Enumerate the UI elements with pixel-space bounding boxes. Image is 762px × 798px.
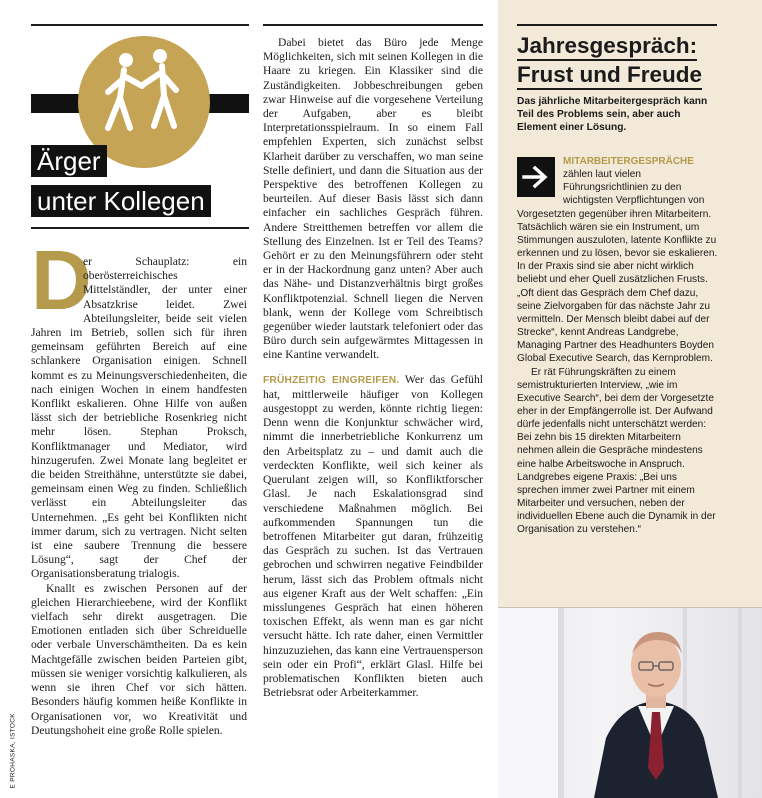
top-rule-col1 <box>31 24 249 26</box>
article-column-2 <box>263 36 483 700</box>
portrait-photo <box>498 608 762 798</box>
top-rule-col2 <box>263 24 483 26</box>
article-column-1 <box>31 255 247 738</box>
article-title-line1: Ärger <box>31 145 107 177</box>
sidebar-paragraph: zählen laut vielen Führungsrichtlinien zu den wichtigsten Verpflichtungen von Vorgesetzten gegenüber ihren Mitarbeitern. Tatsächlich wären sie ein Instrument, um Stimmungen auszuloten, latente Konflikte zu erkennen und zu lösen, bevor sie eskalieren. In der Praxis sind sie aber nicht wirklich beliebt und eher Quell zusätzlichen Frusts. „Oft dient das Gespräch dem Chef dazu, seine Zielvorgaben für das nächste Jahr zu vermitteln. Der Mensch bleibt dabei auf der Strecke“, kennt Andreas Landgrebe, Managing Partner des Headhunters Boyden Global Executive Search, das Kernproblem. <box>517 169 718 365</box>
article-paragraph: er Schauplatz: ein oberösterreichisches Mittelständler, der unter einer Absatzkrise leidet. Zwei Abteilungsleiter, beide seit vielen Jahren im Betrieb, sollen sich für ihren gemeinsam geführten Bereich auf eine schlankere Organisation einigen. Schnell kommt es zu Meinungsverschiedenheiten, die nach einigen Wochen in einem handfesten Konflikt eskalieren. Ohne Hilfe von außen lässt sich der betriebliche Rosenkrieg nicht mehr lösen. Stephan Proksch, Konfliktmanager und Mediator, wird hinzugerufen. Zwei Monate lang begleitet er die beiden Streithähne, unterstützte sie dabei, gemeinsam einen Weg zu finden. Schließlich verlässt ein Abteilungsleiter das Unternehmen. „Es geht bei Konflikten nicht immer darum, sich zu vertragen. Nicht selten ist eine saubere Trennung die bessere Lösung“, sagt der Chef der Organisationsberatung trialogis. <box>31 255 247 581</box>
dropcap-spacer <box>31 255 83 317</box>
drop-cap: D <box>31 233 92 327</box>
portrait-illustration <box>498 608 762 798</box>
sidebar-top-rule <box>517 24 717 26</box>
sidebar-paragraph: Er rät Führungskräften zu einem semistrukturierten Interview, „wie im Executive Search“, bei dem der Vorgesetzte eher in der Empfängerrolle ist. Der Aufwand dürfe jedenfalls nicht unterschätzt werden: Bei zehn bis 15 direkten Mitarbeitern nehmen allein die Gespräche mindestens eine halbe Arbeitswoche in Anspruch. Landgrebes eigene Praxis: „Bei uns sprechen immer zwei Partner mit einem Mitarbeiter und versuchen, neben der individuellen Ebene auch die Dynamik in der Organisation zu verstehen.“ <box>517 366 716 536</box>
photo-credit: E PROHASKA, ISTOCK <box>9 713 17 789</box>
sidebar-body <box>517 155 720 537</box>
title-underline <box>31 227 249 229</box>
sidebar-title <box>517 32 717 90</box>
article-paragraph: Knallt es zwischen Personen auf der gleichen Hierarchieebene, wird der Konflikt vielfach sehr direkt ausgetragen. Die Emotionen entladen sich über Schreiduelle oder verbale Unverschämtheiten. Da es kein Machtgefälle zwischen beiden Parteien gibt, müssen sie weniger vorsichtig kalkulieren, als wenn sie ihren Chef vor sich hätten. Besonders häufig kommen heiße Konflikte in Organisationen vor, wo Kreativität und Deutungshoheit eine große Rolle spielen. <box>31 581 247 737</box>
article-title-line2: unter Kollegen <box>31 185 211 217</box>
sidebar-title-line2: Frust und Freude <box>517 61 702 90</box>
article-paragraph: Wer das Gefühl hat, mittlerweile häufiger von Kollegen ausgestoppt zu werden, könnte richtig liegen: Denn wenn die Konjunktur schwächer wird, nimmt die innerbetriebliche Konkurrenz um den Arbeitsplatz zu – und damit auch die verdeckten Konflikte, weil sich keiner als Querulant zeigen will, so Konfliktforscher Glasl. Je nach Eskalationsgrad sind verschiedene Maßnahmen möglich. Bei aufkommenden Spannungen tun die betroffenen Mitarbeiter gut daran, frühzeitig das Gespräch zu suchen. Ist das Vertrauen gebrochen und schwirren negative Feindbilder herum, lässt sich das Problem oftmals nicht aus eigener Kraft aus der Welt schaffen: „Ein misslungenes Gespräch hat einen höheren toxischen Effekt, als wenn man es gar nicht versucht hätte. Ich rate daher, einen Vermittler hinzuzuziehen, das kann eine Vertrauensperson sein oder ein Profi“, erklärt Glasl. Hilfe bei problematischen Konflikten bieten auch Betriebsrat oder Arbeiterkammer. <box>263 372 483 700</box>
sidebar-title-line1: Jahresgespräch: <box>517 32 697 61</box>
sidebar-lead: Das jährliche Mitarbeitergespräch kann Teil des Problems sein, aber auch Element einer Lösung. <box>517 96 708 133</box>
sidebar-runin-heading: MITARBEITERGESPRÄCHE <box>563 156 694 167</box>
article-paragraph: Dabei bietet das Büro jede Menge Möglichkeiten, sich mit seinen Kollegen in die Haare zu kriegen. Ein Klassiker sind die Zuständigkeiten. Jobbeschreibungen geben zwar Hinweise auf die vorgesehene Verteilung der Aufgaben, aber es bleibt Interpretationsspielraum. In so einem Fall empfehlen Experten, sich zunächst selbst Klarheit darüber zu verschaffen, wo man seine Stelle definiert, und dann die Situation aus der Perspektive des betroffenen Kollegen zu beurteilen. Auf dieser Basis lässt sich dann einfacher ein sachliches Gespräch führen. Andere Streitthemen betreffen vor allem die Stellung des Einzelnen. Ist er Teil des Teams? Gehört er zu den Meinungsführern oder steht er in der Hackordnung ganz unten? Aber auch das Nähe- und Distanzverhältnis birgt großes Konfliktpotenzial. Schnell liegen die Nerven blank, wenn der Kollege vom Schreibtisch gegenüber wieder lautstark telefoniert oder das Büro durch sein aufgewärmtes Mittagessen in eine Kantine verwandelt. <box>263 36 483 362</box>
section-runin-heading: FRÜHZEITIG EINGREIFEN. <box>263 374 400 386</box>
arrow-right-icon <box>522 165 550 189</box>
arrow-box <box>517 157 555 197</box>
